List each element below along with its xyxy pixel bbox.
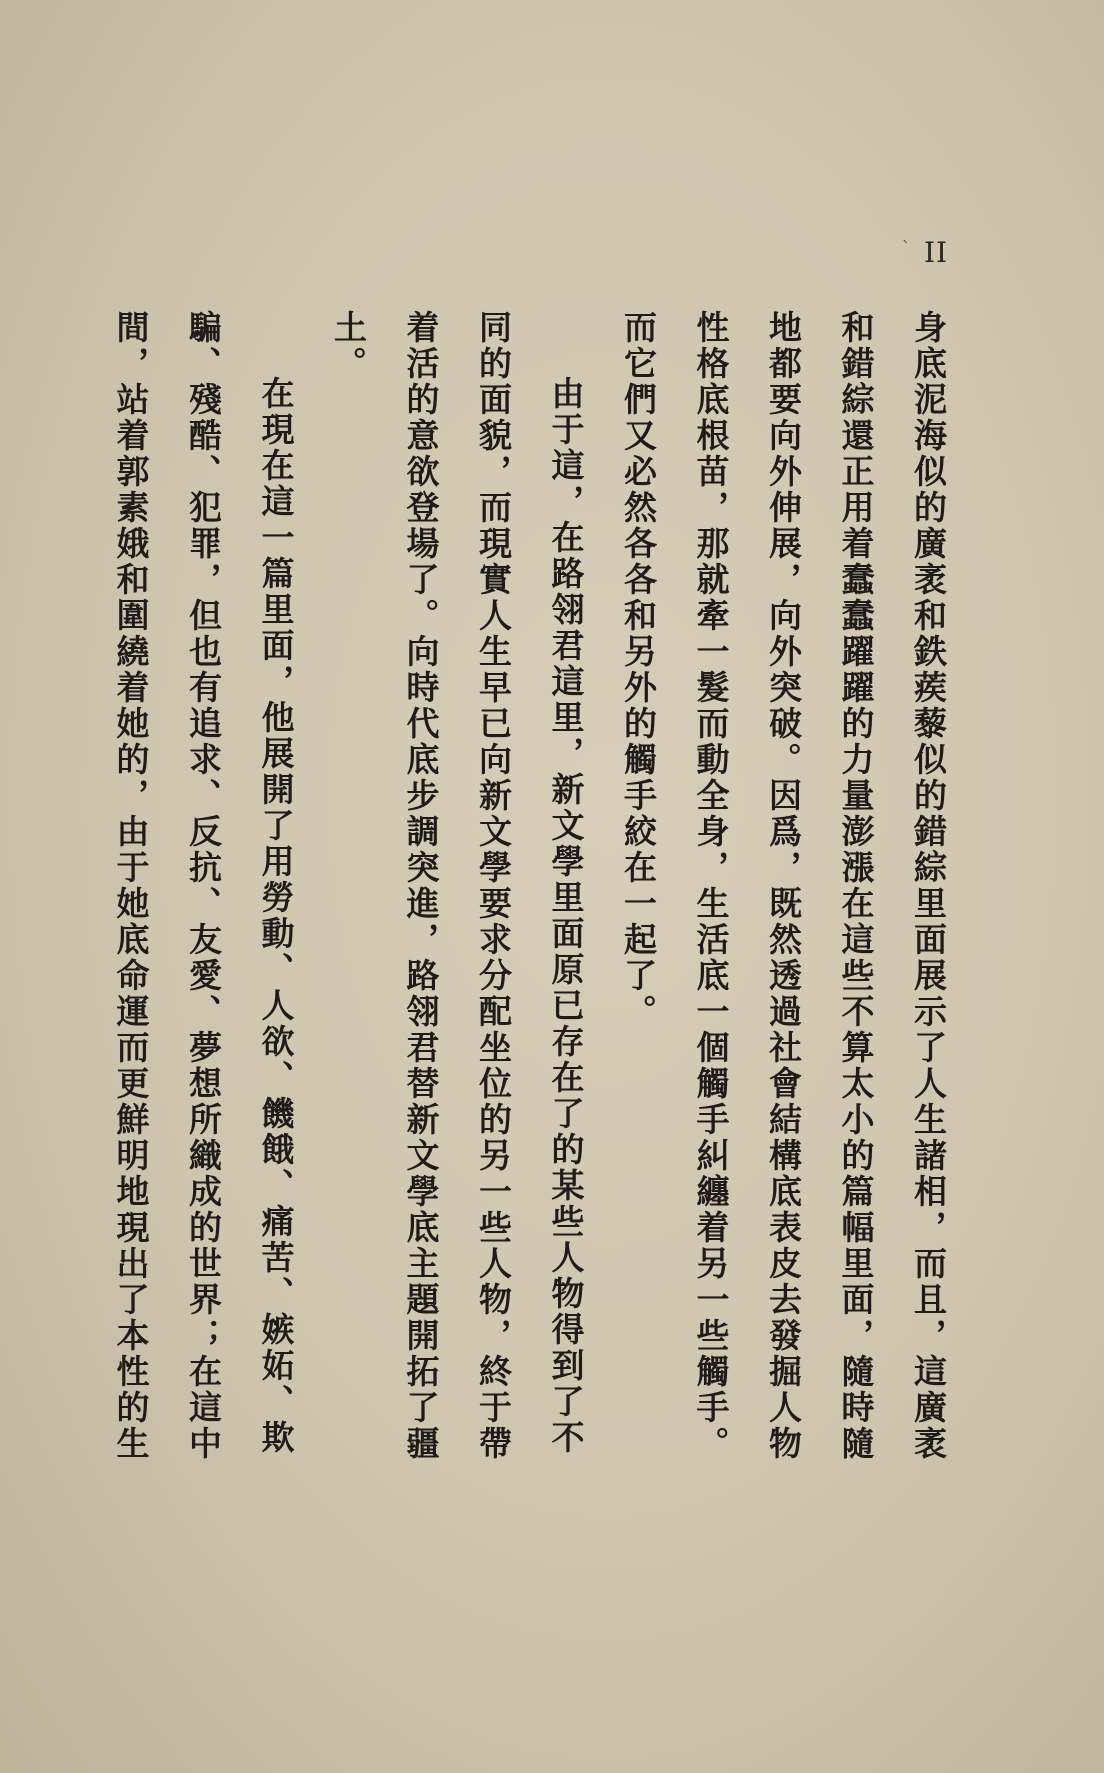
margin-mark: `: [902, 238, 910, 257]
paragraph-1: 身底泥海似的廣袤和鉄蒺藜似的錯綜里面展示了人生諸相，而且，這廣袤和錯綜還正用着蠢蠢躍躍的力量澎漲在這些不算太小的篇幅里面，隨時隨地都要向外伸展，向外突破。因爲，既然透過社會結構底表皮去發掘人物性格底根苗，那就牽一髮而動全身，生活底一個觸手糾纏着另一些觸手。而它們又必然各各和另外的觸手絞在一起了。: [619, 310, 948, 1462]
paragraph-3: 在現在這一篇里面，他展開了用勞動、人欲、饑餓、痛苦、嫉妬、欺騙、殘酷、犯罪，但也有追求、反抗、友愛、夢想所織成的世界；在這中間，站着郭素娥和圍繞着她的，由于她底命運而更鮮明地現出了本性的生: [111, 310, 296, 1462]
page-number: II: [924, 236, 949, 269]
vertical-text-body: [94, 310, 964, 1490]
paragraph-2: 由于這，在路翎君這里，新文學里面原已存在了的某些人物得到了不同的面貌，而現實人生早已向新文學要求分配坐位的另一些人物，終于帶着活的意欲登場了。向時代底步調突進，路翎君替新文學底主題開拓了疆土。: [329, 310, 586, 1462]
